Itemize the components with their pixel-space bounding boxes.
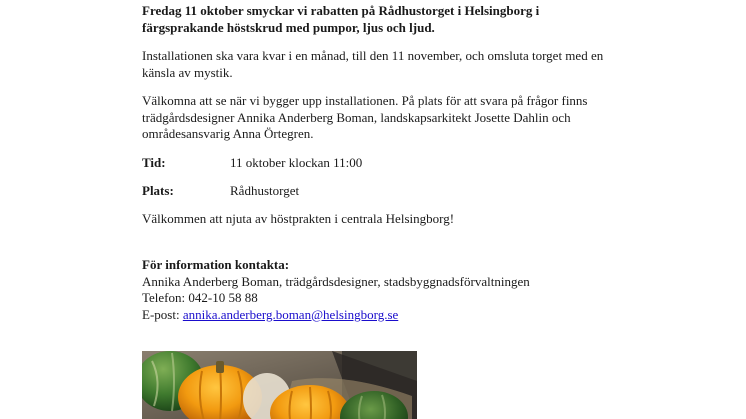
email-link[interactable]: annika.anderberg.boman@helsingborg.se <box>182 306 399 322</box>
time-label: Tid: <box>142 155 166 170</box>
place-label: Plats: <box>142 183 174 198</box>
contact-phone: Telefon: 042-10 58 88 <box>142 290 258 305</box>
time-value: 11 oktober klockan 11:00 <box>230 155 363 170</box>
contact-email-line <box>142 307 530 324</box>
duration-paragraph: Installationen ska vara kvar i en månad, till den 11 november, och omsluta torget med en känsla av mystik. <box>142 48 604 80</box>
intro-paragraph: Fredag 11 oktober smyckar vi rabatten på Rådhustorget i Helsingborg i färgsprakande höstskrud med pumpor, ljus och ljud. <box>142 3 540 35</box>
welcome-text: Välkommen att njuta av höstprakten i centrala Helsingborg! <box>142 211 455 226</box>
place-value: Rådhustorget <box>230 183 300 198</box>
pumpkins-photo <box>142 351 417 419</box>
pumpkins-image <box>142 351 417 419</box>
contact-block <box>142 257 530 323</box>
invitation-paragraph: Välkomna att se när vi bygger upp installationen. På plats för att svara på frågor finns trädgårdsdesigner Annika Anderberg Boman, landskapsarkitekt Josette Dahlin och områdesansvarig Anna Örtegren. <box>142 93 588 141</box>
contact-heading: För information kontakta: <box>142 257 290 272</box>
contact-name: Annika Anderberg Boman, trädgårdsdesigner, stadsbyggnadsförvaltningen <box>142 273 530 289</box>
email-prefix: E-post: <box>142 306 183 322</box>
